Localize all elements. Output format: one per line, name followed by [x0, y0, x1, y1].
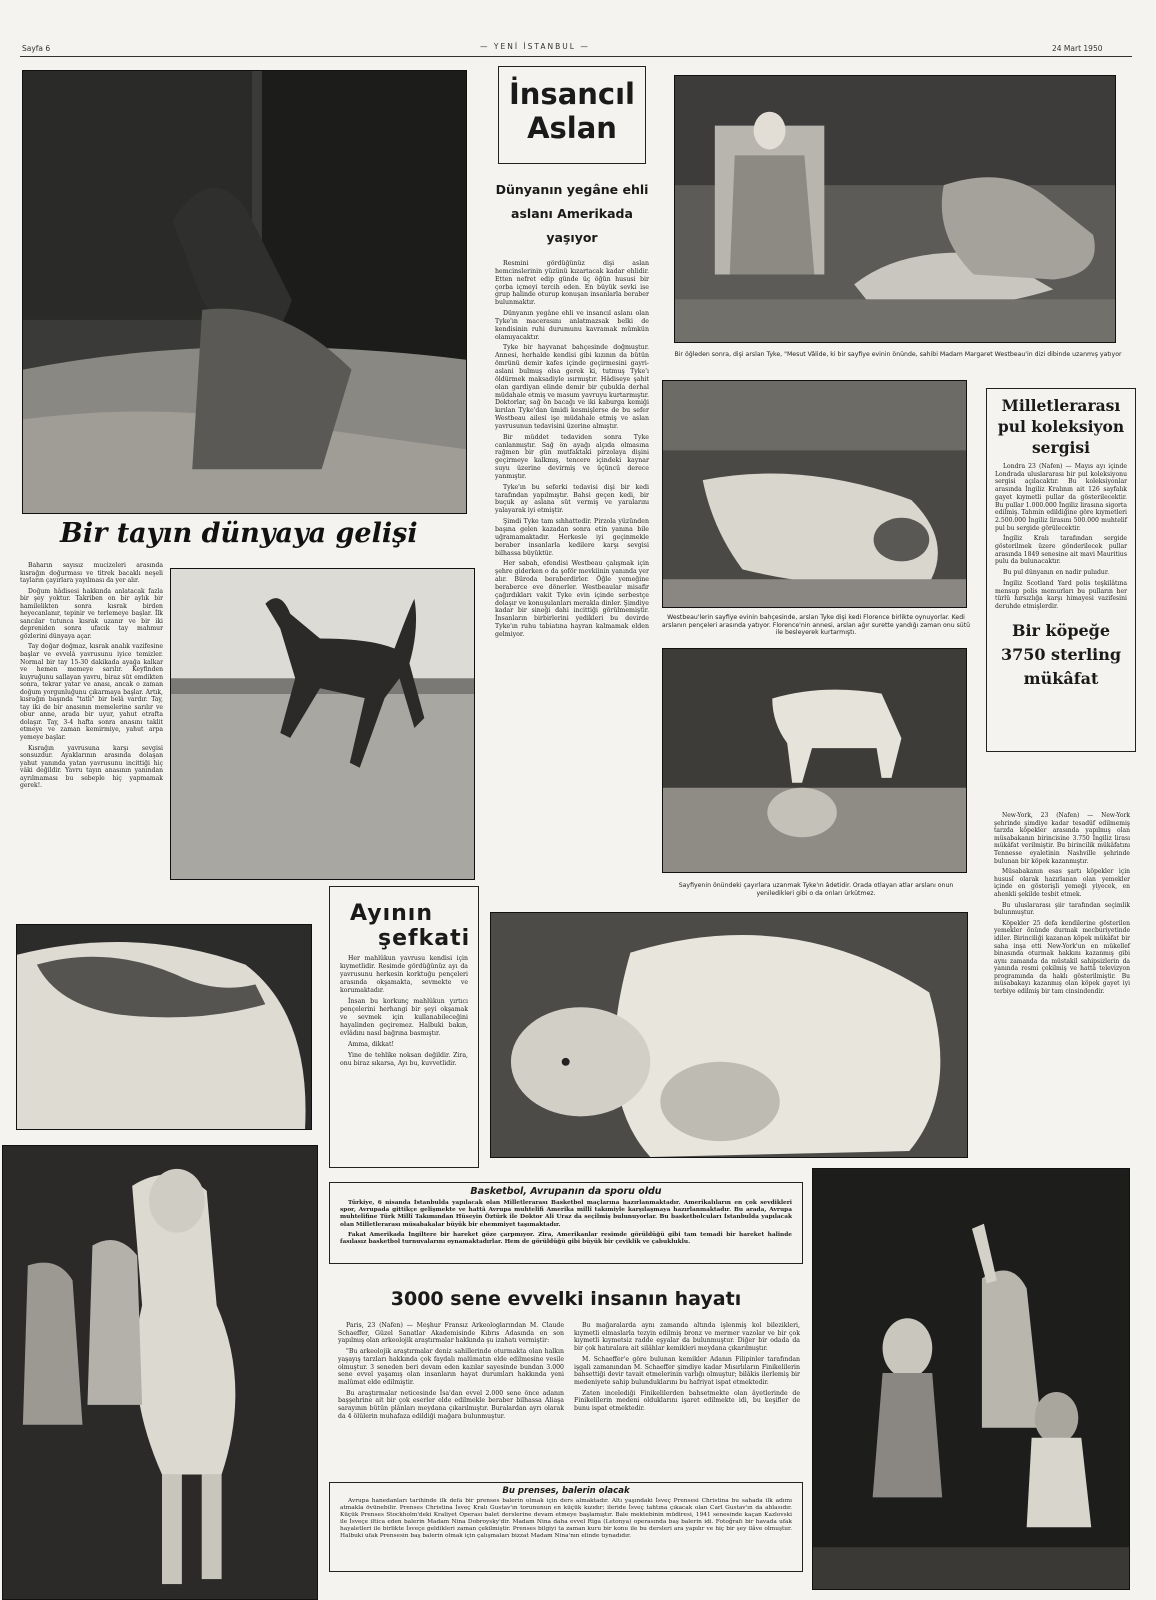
lion-title-line2: Aslan: [527, 111, 617, 145]
princess-title: Bu prenses, balerin olacak: [502, 1486, 630, 1496]
stamps-title: Milletlerarası pul koleksiyon sergisi: [997, 396, 1125, 457]
lion-paragraph: Bir müddet tedaviden sonra Tyke canlanmıştır. Sağ ön ayağı alçıda olmasına rağmen bir gün mutfaktaki pirzolaya dişini geçirmeye kalkmış, tencere içindeki kaynar suyu üzerine devirmiş ve üçüncü derece yanmıştır.: [495, 433, 649, 480]
dog-paragraph: Köpekler 25 defa kendilerine gösterilen yemekler önünde durmak mecburiyetinde idiler. Birinciliği kazanan köpek mükâfat bir saha inşa etti New-York'un en mükellef binasında oturmak hakkını kazanmış gibi aynı zamanda da müstakil sahipsizlerin da yanında resmi çekilmiş ve hattâ televizyon programında da haklı gösterilmiştir. Bu müsabakayı kazanmış olan köpek gayet iyi terbiye edilmiş bir tam cinsindendir.: [994, 919, 1130, 996]
issue-date: 24 Mart 1950: [1052, 44, 1103, 53]
lion-paragraph: Tyke bir hayvanat bahçesinde doğmuştur. Annesi, herhalde kendisi gibi kızının da bütün ömrünü demir kafes içinde geçirmesini gayri-aslani bulmuş olsa gerek ki, tutmuş Tyke'ı öldürmek maksadiyle ısırmıştır. Hâdiseye şahit olan gardiyan elinde demir bir çubukla derhal müdahale etmiş ve masum yavruyu kurtarmıştır. Doktorlar, sağ ön bacağı ve iki kaburga kemiği kırılan Tyke'dan ümidi kesmişlerse de bu sefer Westbeau ailesi işe müdahale etmiş ve aslan yavrusunun tedavisini üzerine almıştır.: [495, 344, 649, 430]
ancient-paragraph: Paris, 23 (Nafen) — Meşhur Fransız Arkeologlarından M. Claude Schaeffer, Güzel Sanatlar Akademisinde Kıbrıs Adasında en son yapılmış olan arkeolojik araştırmalar hakkında şu izahatı vermiştir:: [338, 1322, 564, 1345]
ancient-title: 3000 sene evvelki insanın hayatı: [390, 1288, 742, 1310]
newspaper-title: — YENİ İSTANBUL —: [480, 42, 590, 51]
lion-subtitle: Dünyanın yegâne ehli aslanı Amerikada yaşıyor: [495, 182, 649, 245]
bear-title-line2: şefkati: [378, 926, 471, 951]
ancient-article-left: [338, 1322, 564, 1423]
bear-article-box: [329, 886, 479, 1168]
lion-paragraph: Şimdi Tyke tam sıhhattedir. Pirzola yüzünden başına gelen kazadan sonra etin yanına bile uğramamaktadır. Herkesle iyi geçinmekle beraber insanlarla kedilere karşı sevgisi bilhassa büyüktür.: [495, 518, 649, 557]
foal-paragraph: Doğum hâdisesi hakkında anlatacak fazla bir şey yoktur. Takriben on bir aylık bir hamilelikten sonra kısrak birden heyecanlanır, tepinir ve terlemeye başlar. İlk sancılar tutunca kısrak uzanır ve bir iki depreniden sonra ufacık tay mahmur gözlerini dünyaya açar.: [20, 587, 163, 640]
lion-and-pony-photo: [662, 648, 967, 873]
princess-paragraph: Avrupa hanedanları tarihinde ilk defa bir prenses balerin olmak için ders almaktadır. Altı yaşındaki İsveç Prensesi Christina bu sahada ilk adımı atmakla övünebilir. Prenses Christina İsveç Kralı Gustav'ın torununun en küçük kızıdır; ileride İsveç tahtına çıkacak olan Carl Gustav'ın da ablasıdır. Küçük Prenses Stockholm'deki Kraliyet Operası balet derslerine devam etmeye başlamıştır. Bale mektebinin müdiresi, 1941 senesinde kaçan Kazlovski ile İsveçe iltica eden balerin Madam Nina Dobroysky'dir. Madam Nina daha evvel Riga (Letonya) operasında baş balerin idi. Fotoğrafı bir havada ufak hayaletleri ile birlikte İsveçe geldikleri zaman çekilmiştir. Prenses bilgiyi ta zaman kuru bir konu ile bu dersleri ara yapılır ve hiç bir şey ilâve olmuştur. Halbuki ufak Prensesin baş balerin olmak için çalışmaları bizzat Madam Nina'nın elinde tıynadıdır.: [340, 1498, 792, 1540]
dog-paragraph: Müsabakanın esas şartı köpekler için hususî olarak hazırlanan olan yemekler içinde en gösterişli yemeği yiyecek, en ahenkli şekilde tesbit etmek.: [994, 868, 1130, 898]
young-ballerinas-photo: [2, 1145, 318, 1600]
basketball-paragraph: Türkiye, 6 nisanda İstanbulda yapılacak olan Milletlerarası Basketbol maçlarına hazırlanmaktadır. Amerikalıların en çok sevdikleri spor, Avrupada gittikçe gelişmekte ve hattâ Avrupa muhtelifi Amerika millî takımiyle karşılaşmaya hazırlanmaktadır. Bu arada, Avrupa muhtelifine Türk Millî Takımından Hüseyin Öztürk ile Doktor Ali Uraz da seçilmiş bulunuyorlar. Bu basketbolcuları İstanbulda yapılacak olan Milletlerarası müsabakalar büyük bir ehemmiyet taşımaktadır.: [340, 1200, 792, 1228]
ancient-article-right: [574, 1322, 800, 1416]
lion-paragraph: Resmini gördüğünüz dişi aslan hemcinslerinin yüzünü kızartacak kadar ehlidir. Etten nefret edip günde üç öğün hususi bir çorba içmeyi tercih eden. En büyük sevki ise grup halinde oturup konuşan insanlarla beraber bulunmaktır.: [495, 260, 649, 307]
lion-with-woman-photo: [674, 75, 1116, 343]
dog-paragraph: Bu uluslararası şiir tarafından seçimlik bulunmuştur.: [994, 901, 1130, 917]
dog-paragraph: New-York, 23 (Nafen) — New-York şehrinde şimdiye kadar tesadüf edilmemiş tarzda köpekler arasında yapılmış olan müsabakanın birincisine 3.750 İngiliz lirası mükâfat verilmiştir. Bu birincilik mükâfatını Tennesse eyaletinin Nashville şehrinde bulunan bir köpek kazanmıştır.: [994, 812, 1130, 865]
stamps-paragraph: Londra 23 (Nafen) — Mayıs ayı içinde Londrada uluslararası bir pul koleksiyonu sergisi açılacaktır. Bu koleksiyonlar arasında İngiliz Kralının ait 126 sayfalık gayet kıymetli pullar da gösterilecektir. Bu pullar 1.000.000 İngiliz lirasına sigorta edilmiş. Tahmin edildiğine göre kıymetleri 2.500.000 İngiliz lirasını 500.000 muhtelif pul bu sergide görülecektir.: [995, 463, 1127, 532]
bear-paragraph: Yine de tehlike noksan değildir. Zira, onu biraz sıkarsa, Ayı bu, kuvvetlidir.: [340, 1052, 468, 1067]
foal-paragraph: Tay doğar doğmaz, kısrak analık vazifesine başlar ve evvelâ yavrusunu iyice temizler. Normal bir tay 15-30 dakikada ayağa kalkar ve hemen memeye sarılır. Keyfinden kuyruğunu sallayan yavru, biraz süt emdikten sonra, tekrar yatar ve anası, ancak o zaman doğum yorgunluğunu çıkarmaya başlar. Artık, kısrağın başında "tatlı" bir belâ vardır. Tay, tay iki de bir anasının memelerine sarılır ve obur anne, arada bir uyur, yahut etrafta dolaşır. Tay, 3-4 hafta sonra anasını taklit etmeye ve zaman kemirmiye, yahut arpa yemeye başlar.: [20, 643, 163, 742]
bear-paragraph: Amma, dikkat!: [348, 1041, 394, 1048]
lion-title-line1: İnsancıl: [509, 77, 635, 111]
basketball-game-photo: [812, 1168, 1130, 1590]
foal-headline: Bir tayın dünyaya gelişi: [60, 518, 418, 549]
basketball-paragraph: Fakat Amerikada İngiltere bir hareket göze çarpmıyor. Zira, Amerikanlar resimde görüldüğü gibi tam temadi bir hareket halinde fasılasız basketbol turnuvalarını oynamaktadırlar. Hem de görüldüğü gibi büyük bir çeviklik ve çabukluklu.: [340, 1231, 792, 1246]
lion-woman-caption: Bir öğleden sonra, dişi arslan Tyke, "Mesut Vâlide, ki bir sayfiye evinin önünde, sahibi Madam Margaret Westbeau'in dizi dibinde uzanmış yatıyor: [674, 351, 1122, 358]
lion-title-box: [498, 66, 646, 164]
foal-paragraph: Kısrağın yavrusuna karşı sevgisi sonsuzdur. Ayaklarının arasında dolaşan yahut yanında yatan yavrusunu incittiği hiç vâki değildir. Yavru tayın anasının yanından ayrılmaması bu sebeple hiç yapmamak gerek!.: [20, 744, 163, 790]
lion-and-cat-photo: [662, 380, 967, 608]
header-rule: [20, 56, 1132, 57]
ancient-paragraph: Zaten incelediği Finikelilerden bahsetmekte olan âyetlerinde de Finikelilerin medeni olduklarını işaret edilmekte idi, bu keşifler de bunu ispat etmektedir.: [574, 1389, 800, 1413]
bear-paragraph: İnsan bu korkunç mahlûkun yırtıcı pençelerini herhangi bir şeyi okşamak ve sevmek için kullanabileceğini hayalinden geçiremez. Halbuki bakın, evlâdını nasıl bağrına basmıştır.: [340, 998, 468, 1037]
lion-paragraph: Tyke'ın bu seferki tedavisi dişi bir kedi tarafından yapılmıştır. Bahsi geçen kedi, bir buçuk ay aslana süt vermiş ve yaralarını yalayarak iyi etmiştir.: [495, 483, 649, 515]
polar-bear-with-cub-photo: [490, 912, 968, 1158]
lion-cat-caption: Westbeau'lerin sayfiye evinin bahçesinde, arslan Tyke dişi kedi Florence birlikte oynuyorlar. Kedi arslanın pençeleri arasında yatıyor. Florence'nin annesi, arslan ağır surette yandığı zaman onu sütü ile besleyerek kurtarmıştı.: [661, 614, 971, 637]
running-foal-photo: [170, 568, 475, 880]
cow-nursing-photo: [16, 924, 312, 1130]
lion-paragraph: Dünyanın yegâne ehli ve insancıl aslanı olan Tyke'ın macerasını anlatmazsak belki de kendisinin ruhi durumunu kavramak mümkün olamıyacaktır.: [495, 310, 649, 341]
basketball-title: Basketbol, Avrupanın da sporu oldu: [470, 1186, 662, 1197]
dog-title: Bir köpeğe 3750 sterling mükâfat: [1000, 620, 1122, 688]
bear-paragraph: Her mahlûkun yavrusu kendisi için kıymetlidir. Resimde gördüğünüz ayı da yavrusunu herkesin korktuğu pençeleri arasında okşamakta, sevmekte ve korumaktadır.: [340, 955, 468, 994]
stamps-article-box: [986, 388, 1136, 752]
lion-article: [495, 260, 649, 642]
ancient-paragraph: M. Schaeffer'e göre bulunan kemikler Adanın Filipinler tarafından işgali zamanından M. Schaeffer şimdiye kadar Mısırlıların Finikelilerin bahsettiği devir tavait etmelerinin varlığı olmuştur; bilâkis ilerlemiş bir medeniyete sahip bulunduklarını bu hafriyat ispat etmektedir.: [574, 1355, 800, 1386]
stamps-paragraph: İngiliz Kralı tarafından sergide gösterilmek üzere gönderilecek pullar arasında 1849 senesine ait mavi Mauritius pulu da bulunacaktır.: [995, 535, 1127, 566]
page-number: Sayfa 6: [22, 44, 51, 53]
stamps-paragraph: Bu pul dünyanın en nadir pulııdur.: [1003, 569, 1110, 577]
ancient-paragraph: "Bu arkeolojik araştırmalar deniz sahillerinde oturmakta olan halkın yaşayış tarzları hakkında çok faydalı malûmatın elde edilmesine vesile olmuştur. 3 seneden beri devam eden kazılar sayesinde bundan 3.000 sene evvel yaşamış olan insanların hayat durumları hakkında yeni malûmat elde edilmiştir.: [338, 1348, 564, 1386]
foal-paragraph: Baharın sayısız mucizeleri arasında kısrağın doğurması ve titrek bacaklı neşeli tayların çayırlara yayılması da yer alır.: [20, 562, 163, 585]
princess-article-box: [329, 1482, 803, 1572]
ancient-paragraph: Bu araştırmalar neticesinde İsa'dan evvel 2.000 sene önce adanın başşehrine ait bir çok eserler elde edilmekle beraber bilhassa Aliaşa sarayının bütün plânları meydana çıkarılmıştır. Buralardan ayrı olarak da 4 ölülerin muhafaza edildiği mağara bulunmuştur.: [338, 1389, 564, 1420]
ancient-paragraph: Bu mağaralarda aynı zamanda altında işlenmiş kol bilezikleri, kıymetli elmaslarla tezyin edilmiş bronz ve mermer vazolar ve bir çok kıymetli kıymetsiz radde eşyalar da bulunmuştur. Diğer bir odada da bir çok hatıralara ait silâhlar kemikleri meydana çıkarılmıştır.: [574, 1322, 800, 1353]
bear-title-line1: Ayının: [350, 901, 433, 926]
basketball-article-box: [329, 1182, 803, 1264]
lion-pony-caption: Sayfiyenin önündeki çayırlara uzanmak Tyke'ın âdetidir. Orada otlayan atlar arslanı onun yeniledikleri gibi o da onları ürkütmez.: [678, 882, 954, 897]
foal-article: [20, 562, 163, 793]
stamps-paragraph: İngiliz Scotland Yard polis teşkilâtına mensup polis memurları bu pulların her türlü hırsızlığa karşı himayesi vazifesini deruhde etmişlerdir.: [995, 579, 1127, 610]
mare-and-foal-photo: [22, 70, 467, 514]
dog-article: [994, 812, 1130, 999]
lion-paragraph: Her sabah, efendisi Westbeau çalışmak için şehre giderken o da şoför mevkiinin yanında yer alır. Büroda beraberdirler. Öğle yemeğine beraberce eve dönerler. Westbeaular misafir çağırdıkları vakit Tyke evin içinde serbestçe dolaşır ve konuşulanları merakla dinler. Şimdiye kadar bir sineği dahi incittiği görülmemiştir. İnsanların birbirlerini yedikleri bu devirde Tyke'ın ruhu tabiatına hayran kalmamak elden gelmiyor.: [495, 560, 649, 638]
